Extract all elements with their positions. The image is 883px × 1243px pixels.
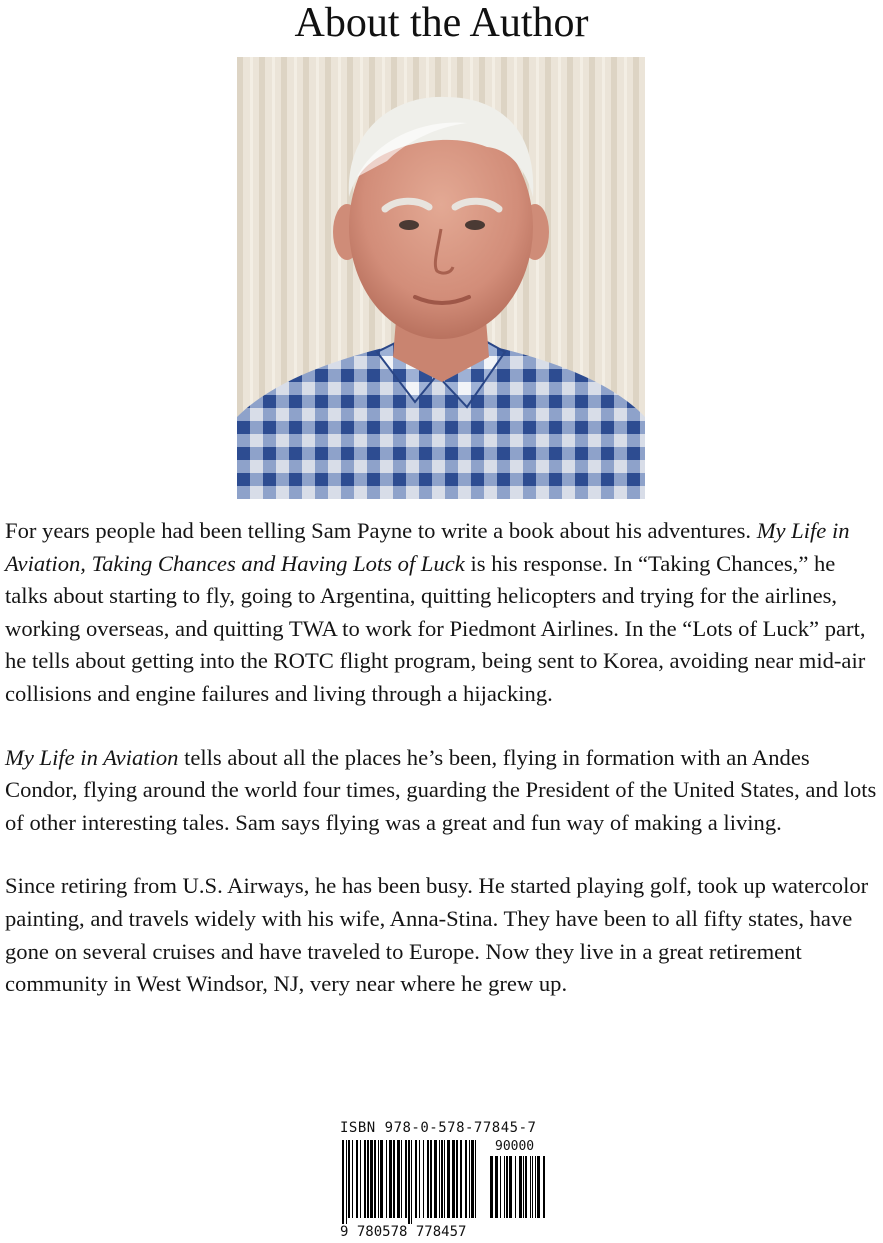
barcode-bar	[346, 1140, 347, 1224]
price-code: 90000	[495, 1139, 535, 1154]
barcode-bar	[456, 1140, 458, 1218]
book-title: My Life in Aviation	[5, 744, 179, 770]
barcode-bar	[537, 1156, 540, 1218]
barcode-bar	[465, 1140, 467, 1218]
barcode-bar	[495, 1156, 498, 1218]
barcode-bar	[515, 1156, 516, 1218]
barcode-bar	[519, 1156, 522, 1218]
barcode-bar	[543, 1156, 545, 1218]
barcode-bar	[427, 1140, 429, 1218]
barcode-bar	[500, 1156, 501, 1218]
barcode-bar	[367, 1140, 369, 1218]
barcode-bar	[475, 1140, 476, 1218]
barcode-bar	[535, 1156, 536, 1218]
barcode-bar	[370, 1140, 373, 1218]
barcode-bar	[532, 1156, 533, 1218]
barcode-bar	[364, 1140, 366, 1218]
barcode-bar	[386, 1140, 387, 1218]
ean-digits: 9 780578 778457	[340, 1224, 467, 1240]
author-portrait-icon	[237, 57, 645, 499]
barcode-bar	[356, 1140, 358, 1218]
isbn-label: ISBN 978-0-578-77845-7	[340, 1120, 537, 1136]
barcode-bar	[342, 1140, 344, 1224]
bio-paragraph-1	[5, 515, 883, 711]
author-bio	[5, 515, 883, 1032]
barcode-bar	[523, 1156, 524, 1218]
isbn-barcode	[340, 1120, 550, 1242]
barcode-bar	[374, 1140, 376, 1218]
barcode-bar	[504, 1156, 505, 1218]
barcode-bar	[348, 1140, 350, 1218]
barcode-bar	[530, 1156, 531, 1218]
bio-paragraph-2	[5, 742, 883, 840]
page-title: About the Author	[294, 0, 589, 46]
ean-barcode-bars-icon	[340, 1140, 482, 1224]
barcode-bar	[423, 1140, 424, 1218]
barcode-bar	[393, 1140, 395, 1218]
barcode-bar	[389, 1140, 392, 1218]
bio-text: For years people had been telling Sam Payne to write a book about his adventures.	[5, 518, 757, 543]
barcode-bar	[460, 1140, 462, 1218]
barcode-bar	[378, 1140, 379, 1218]
barcode-bar	[380, 1140, 383, 1218]
barcode-bar	[401, 1140, 402, 1218]
barcode-bar	[444, 1140, 445, 1218]
barcode-bar	[405, 1140, 407, 1218]
barcode-bar	[434, 1140, 437, 1218]
barcode-bar	[430, 1140, 432, 1218]
barcode-bar	[397, 1140, 400, 1218]
barcode-bar	[439, 1140, 440, 1218]
barcode-bar	[452, 1140, 455, 1218]
barcode-bar	[441, 1140, 443, 1218]
barcode-bar	[490, 1156, 493, 1218]
addon-barcode-bars-icon	[488, 1156, 548, 1224]
barcode-bar	[415, 1140, 417, 1218]
barcode-bar	[509, 1156, 512, 1218]
barcode-bar	[471, 1140, 474, 1218]
bio-paragraph-3: Since retiring from U.S. Airways, he has been busy. He started playing golf, took up watercolor painting, and travels widely with his wife, Anna-Stina. They have been to all fifty states, have gone on several cruises and have traveled to Europe. Now they live in a great retirement community in West Windsor, NJ, very near where he grew up.	[5, 873, 869, 997]
barcode-bar	[360, 1140, 361, 1218]
barcode-bar	[506, 1156, 508, 1218]
book-title: My Life in Aviation, Taking Chances and Having Lots of Luck	[5, 518, 850, 576]
author-photo	[237, 57, 645, 499]
barcode-bar	[447, 1140, 450, 1218]
bio-text: tells about all the places he’s been, flying in formation with an Andes Condor, flying around the world four times, guarding the President of the United States, and lots of other interesting tales. Sam says flying was a great and fun way of making a living.	[5, 744, 877, 835]
barcode-bar	[352, 1140, 353, 1218]
barcode-bar	[469, 1140, 470, 1218]
barcode-bar	[419, 1140, 420, 1218]
barcode-bar	[408, 1140, 410, 1224]
barcode-bar	[411, 1140, 412, 1224]
bio-text: is his response. In “Taking Chances,” he talks about starting to fly, going to Argentina, quitting helicopters and trying for the airlines, working overseas, and quitting TWA to work for Piedmont Airlines. In the “Lots of Luck” part, he tells about getting into the ROTC flight program, being sent to Korea, avoiding near mid-air collisions and engine failures and living through a hijacking.	[5, 550, 866, 706]
barcode-bar	[525, 1156, 527, 1218]
